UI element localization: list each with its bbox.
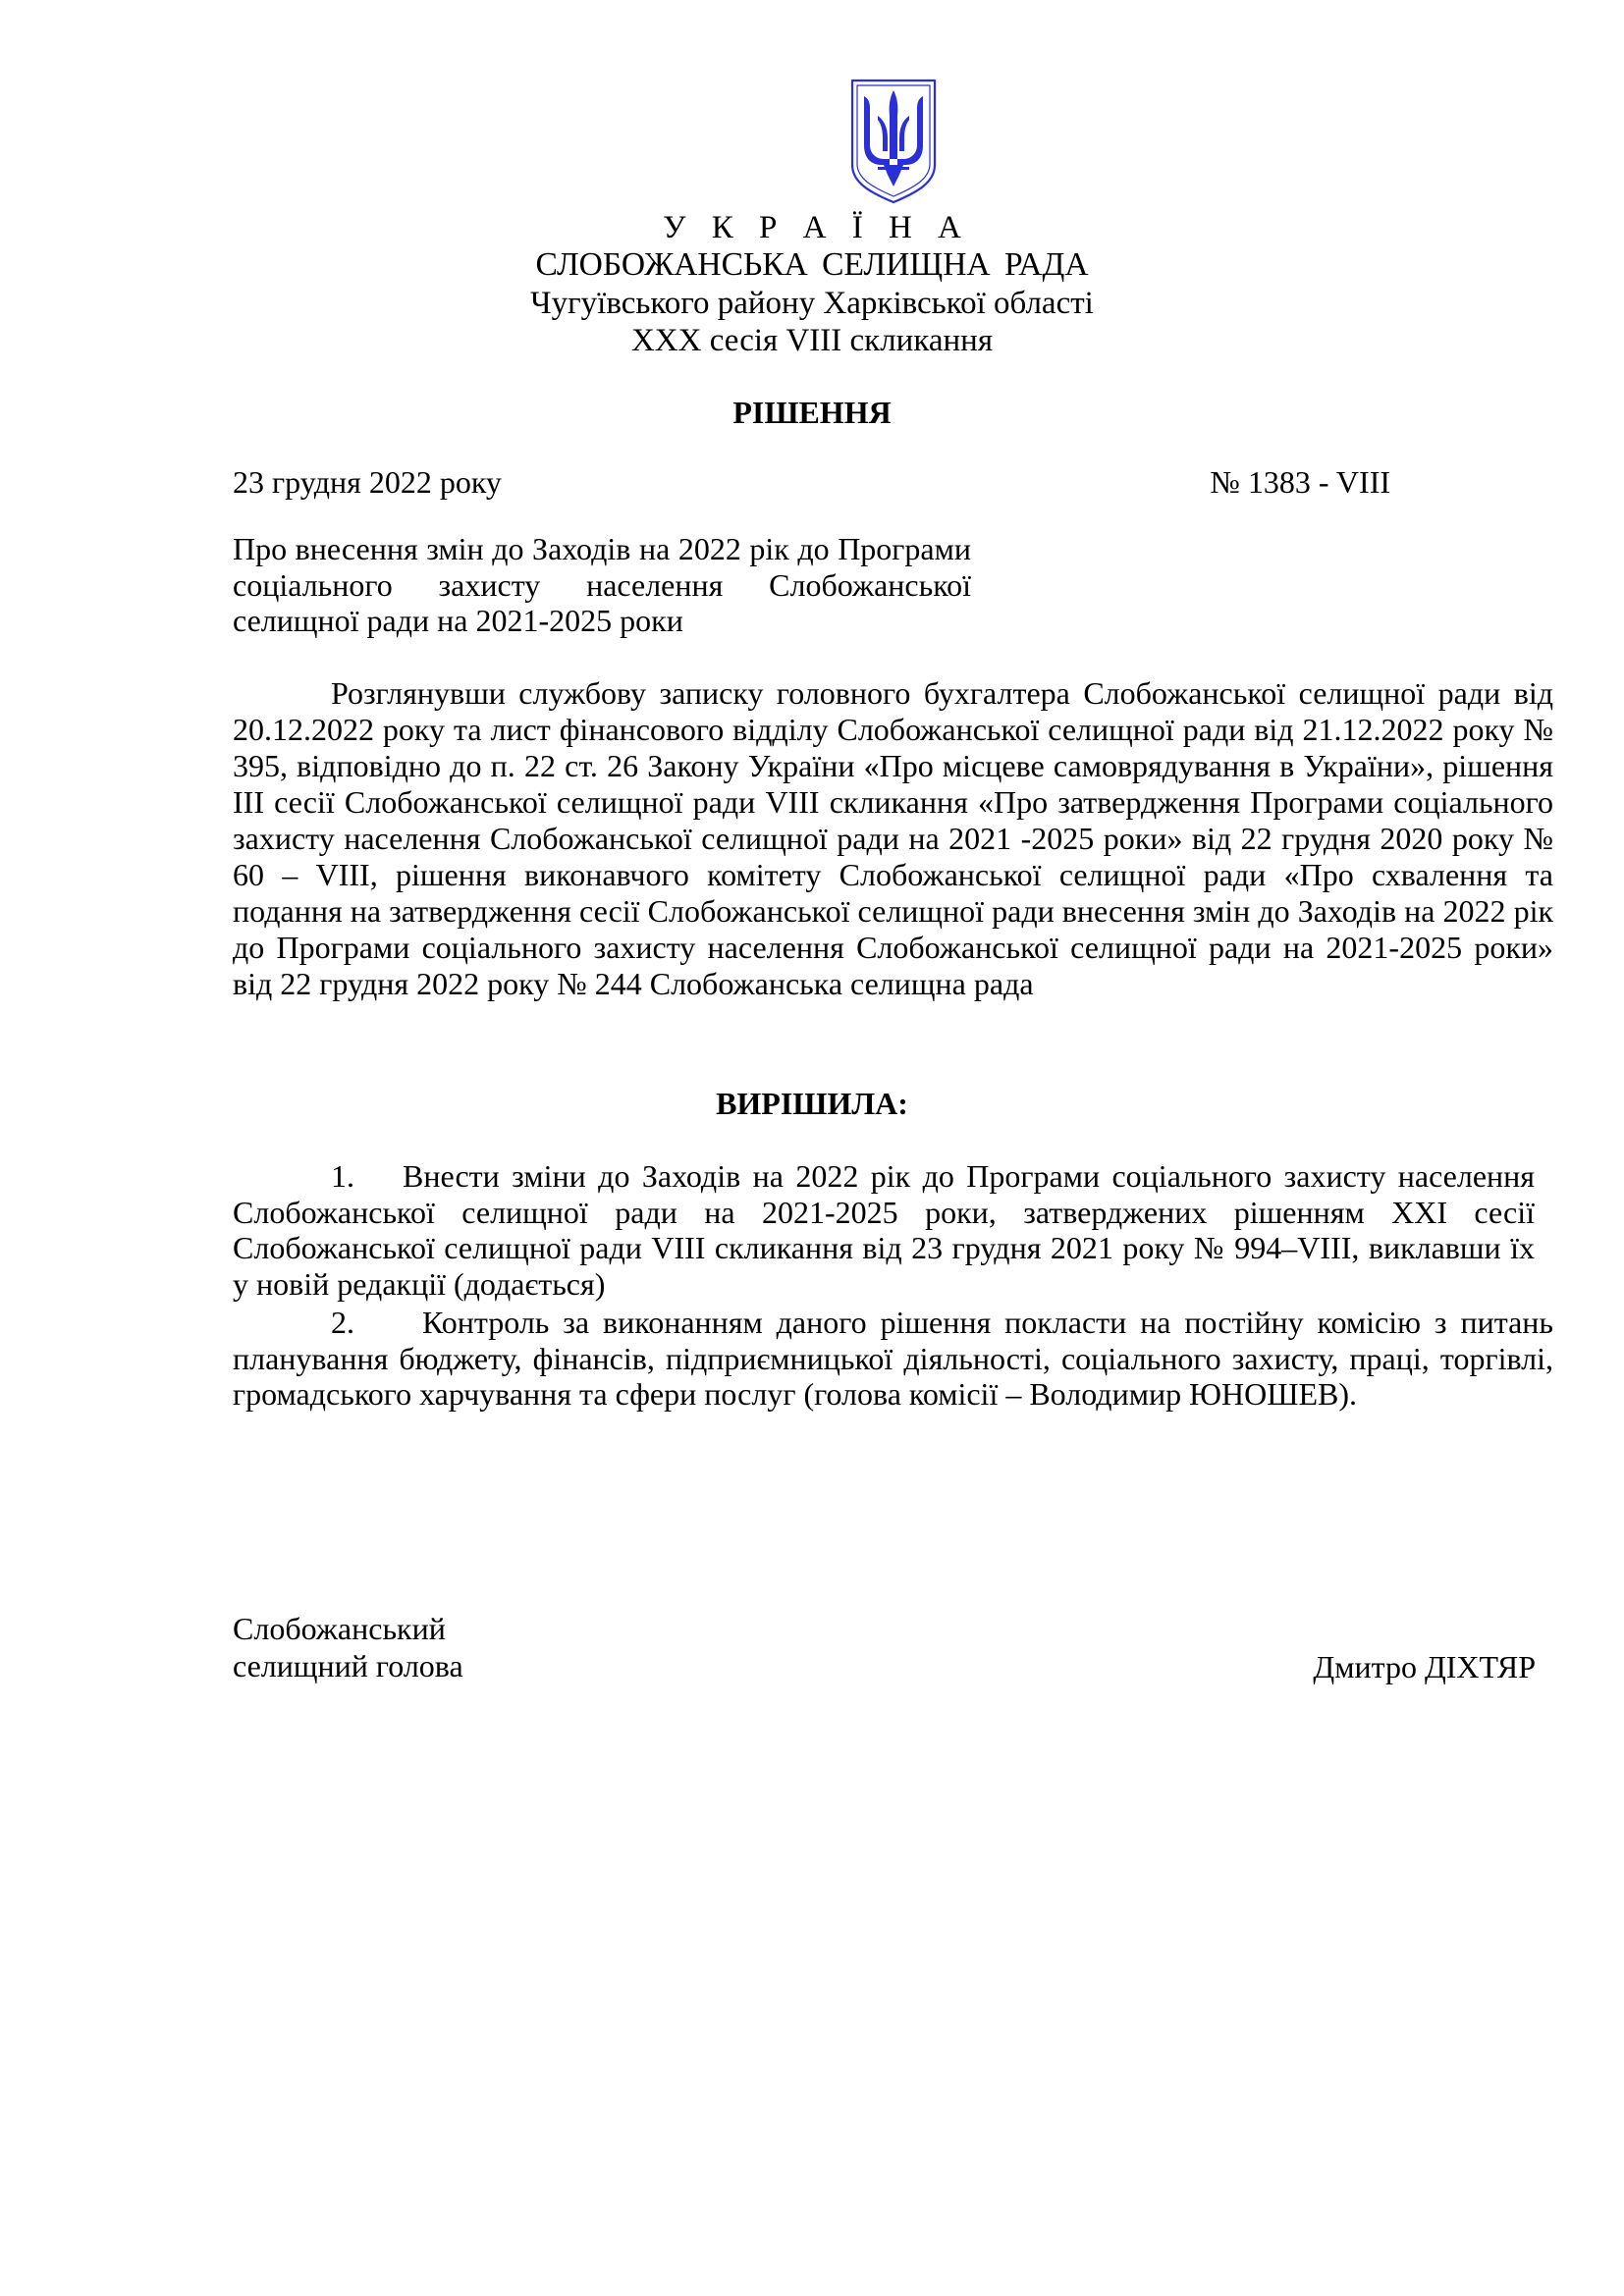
- signatory-title-line-2: селищний голова: [233, 1648, 463, 1683]
- item-number: 1.: [331, 1158, 354, 1194]
- district-heading: Чугуївського району Харківської області: [530, 286, 1094, 321]
- decision-subject: Про внесення змін до Заходів на 2022 рік до Програми соціального захисту населення Слобожанської селищної ради на 2021-2025 роки: [233, 531, 971, 638]
- decision-date: 23 грудня 2022 року: [233, 464, 502, 500]
- session-heading: ХХХ сесія VІІІ скликання: [630, 323, 994, 358]
- item-text: Контроль за виконанням даного рішення покласти на постійну комісію з питань планування бюджету, фінансів, підприємницької діяльності, соціального захисту, праці, торгівлі, громадського харчування та сфери послуг (голова комісії – Володимир ЮНОШЕВ).: [233, 1305, 1553, 1412]
- item-text: Внести зміни до Заходів на 2022 рік до Програми соціального захисту населення Слобожанської селищної ради на 2021-2025 роки, затверджених рішенням ХХІ сесії Слобожанської селищної ради VІІІ скликання від 23 грудня 2021 року № 994–VІІІ, виклавши їх у новій редакції (додається): [233, 1158, 1535, 1302]
- decision-item-1: [233, 1158, 1535, 1302]
- item-number: 2.: [331, 1305, 354, 1340]
- decision-item-2: [233, 1305, 1553, 1413]
- preamble-paragraph: Розглянувши службову записку головного бухгалтера Слобожанської селищної ради від 20.12.2022 року та лист фінансового відділу Слобожанської селищної ради від 21.12.2022 року № 395, відповідно до п. 22 ст. 26 Закону України «Про місцеве самоврядування в України», рішення ІІІ сесії Слобожанської селищної ради VIII скликання «Про затвердження Програми соціального захисту населення Слобожанської селищної ради на 2021 -2025 роки» від 22 грудня 2020 року № 60 – VIII, рішення виконавчого комітету Слобожанської селищної ради «Про схвалення та подання на затвердження сесії Слобожанської селищної ради внесення змін до Заходів на 2022 рік до Програми соціального захисту населення Слобожанської селищної ради на 2021-2025 роки» від 22 грудня 2022 року № 244 Слобожанська селищна рада: [233, 675, 1553, 1001]
- trident-coat-of-arms-icon: [848, 77, 939, 206]
- country-heading: У К Р А Ї Н А: [663, 210, 970, 245]
- signatory-name: Дмитро ДІХТЯР: [1313, 1649, 1536, 1684]
- decided-heading: ВИРІШИЛА:: [716, 1086, 908, 1121]
- document-type-title: РІШЕННЯ: [732, 395, 892, 430]
- decision-number: № 1383 - VІІІ: [1210, 464, 1390, 500]
- signatory-title: [233, 1610, 463, 1684]
- signatory-title-line-1: Слобожанський: [233, 1611, 446, 1646]
- council-heading: СЛОБОЖАНСЬКА СЕЛИЩНА РАДА: [535, 246, 1089, 283]
